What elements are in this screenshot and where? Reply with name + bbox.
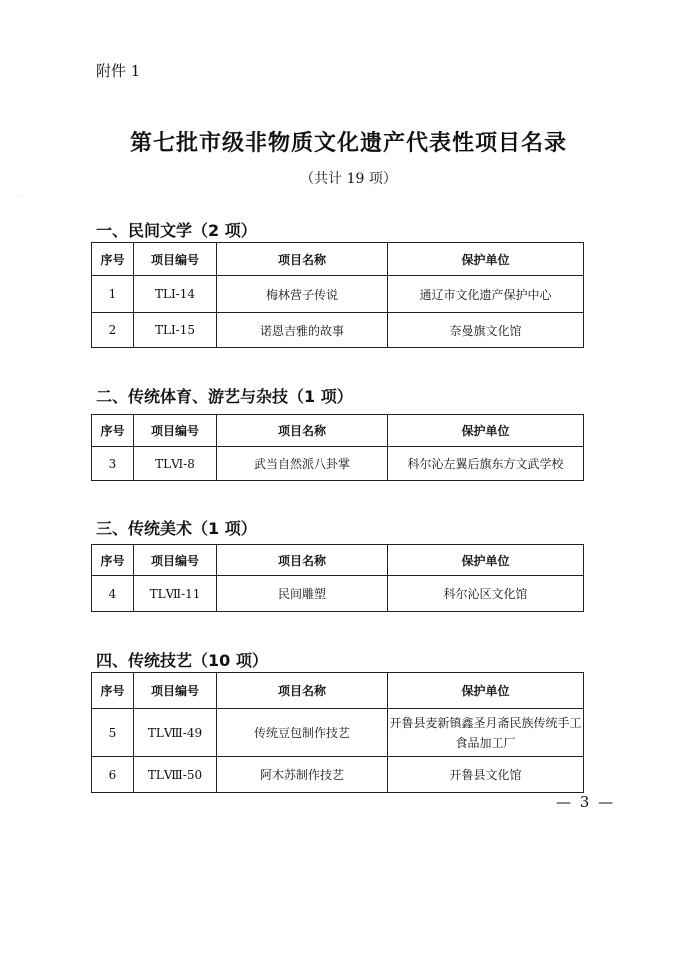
header-name: 项目名称 bbox=[217, 545, 388, 576]
cell-code: TLⅠ-15 bbox=[134, 313, 217, 348]
attachment-label: 附件 1 bbox=[96, 62, 141, 80]
header-unit: 保护单位 bbox=[388, 673, 584, 709]
section-heading-folk-literature: 一、民间文学（2 项） bbox=[96, 221, 257, 240]
page-number: — 3 — bbox=[556, 793, 616, 811]
cell-name: 梅林营子传说 bbox=[217, 276, 388, 313]
scan-mark: · bbox=[672, 28, 675, 37]
cell-name: 传统豆包制作技艺 bbox=[217, 709, 388, 757]
document-subtitle: （共计 19 项） bbox=[300, 171, 397, 187]
header-no: 序号 bbox=[92, 545, 134, 576]
cell-unit: 开鲁县文化馆 bbox=[388, 757, 584, 793]
cell-unit: 开鲁县麦新镇鑫圣月斋民族传统手工食品加工厂 bbox=[388, 709, 584, 757]
header-code: 项目编号 bbox=[134, 243, 217, 276]
cell-no: 2 bbox=[92, 313, 134, 348]
cell-unit: 科尔沁区文化馆 bbox=[388, 576, 584, 612]
cell-code: TLⅧ-49 bbox=[134, 709, 217, 757]
cell-name: 民间雕塑 bbox=[217, 576, 388, 612]
folk-literature-table bbox=[91, 242, 584, 348]
header-code: 项目编号 bbox=[134, 673, 217, 709]
table-header-row bbox=[92, 673, 584, 709]
cell-code: TLⅦ-11 bbox=[134, 576, 217, 612]
table-header-row bbox=[92, 243, 584, 276]
table-row bbox=[92, 276, 584, 313]
header-code: 项目编号 bbox=[134, 545, 217, 576]
cell-no: 4 bbox=[92, 576, 134, 612]
cell-name: 武当自然派八卦掌 bbox=[217, 447, 388, 481]
header-unit: 保护单位 bbox=[388, 415, 584, 447]
cell-code: TLⅥ-8 bbox=[134, 447, 217, 481]
header-name: 项目名称 bbox=[217, 243, 388, 276]
header-unit: 保护单位 bbox=[388, 545, 584, 576]
section-heading-sports-games: 二、传统体育、游艺与杂技（1 项） bbox=[96, 387, 353, 406]
cell-no: 5 bbox=[92, 709, 134, 757]
cell-unit: 通辽市文化遗产保护中心 bbox=[388, 276, 584, 313]
header-unit: 保护单位 bbox=[388, 243, 584, 276]
header-no: 序号 bbox=[92, 243, 134, 276]
table-header-row bbox=[92, 415, 584, 447]
header-no: 序号 bbox=[92, 415, 134, 447]
cell-name: 诺恩吉雅的故事 bbox=[217, 313, 388, 348]
table-row bbox=[92, 447, 584, 481]
section-heading-fine-arts: 三、传统美术（1 项） bbox=[96, 519, 257, 538]
cell-unit: 科尔沁左翼后旗东方文武学校 bbox=[388, 447, 584, 481]
header-code: 项目编号 bbox=[134, 415, 217, 447]
cell-code: TLⅧ-50 bbox=[134, 757, 217, 793]
cell-name: 阿木苏制作技艺 bbox=[217, 757, 388, 793]
scan-mark: · bbox=[20, 192, 23, 201]
header-name: 项目名称 bbox=[217, 673, 388, 709]
table-row bbox=[92, 576, 584, 612]
header-no: 序号 bbox=[92, 673, 134, 709]
cell-unit: 奈曼旗文化馆 bbox=[388, 313, 584, 348]
table-row bbox=[92, 757, 584, 793]
document-title: 第七批市级非物质文化遗产代表性项目名录 bbox=[129, 130, 567, 156]
table-row bbox=[92, 709, 584, 757]
fine-arts-table bbox=[91, 544, 584, 612]
cell-code: TLⅠ-14 bbox=[134, 276, 217, 313]
cell-no: 3 bbox=[92, 447, 134, 481]
section-heading-crafts: 四、传统技艺（10 项） bbox=[96, 651, 268, 670]
crafts-table bbox=[91, 672, 584, 793]
cell-no: 6 bbox=[92, 757, 134, 793]
table-header-row bbox=[92, 545, 584, 576]
cell-no: 1 bbox=[92, 276, 134, 313]
table-row bbox=[92, 313, 584, 348]
header-name: 项目名称 bbox=[217, 415, 388, 447]
sports-games-table bbox=[91, 414, 584, 481]
